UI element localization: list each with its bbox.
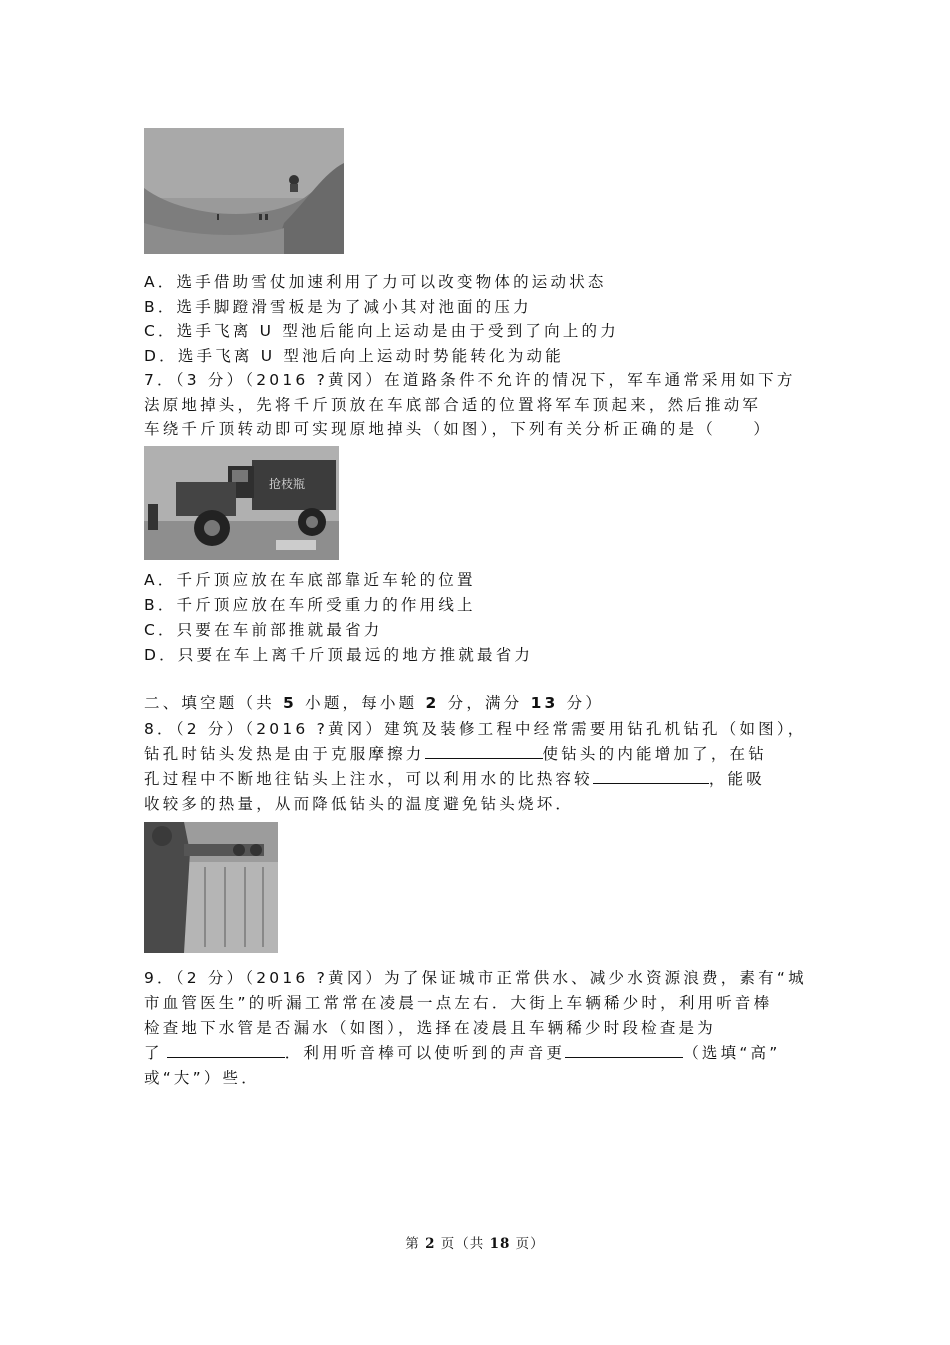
truck-photo [144,446,339,560]
q9-stem-line5: 或“大”）些． [144,1069,260,1087]
q6-option-c: C．选手飞离 U 型池后能向上运动是由于受到了向上的力 [144,322,619,340]
ski-halfpipe-photo [144,128,344,254]
q8-answer-blank-2[interactable] [593,769,709,784]
q9-stem-line3: 检查地下水管是否漏水（如图），选择在凌晨且车辆稀少时段检查是为 [144,1019,716,1037]
q6-option-b: B．选手脚蹬滑雪板是为了减小其对池面的压力 [144,298,532,316]
q7-option-d: D．只要在车上离千斤顶最远的地方推就最省力 [144,646,534,664]
q6-option-a: A．选手借助雪仗加速利用了力可以改变物体的运动状态 [144,273,607,291]
footer-total-pages: 18 [489,1236,511,1252]
q8-line3-text-a: 孔过程中不断地往钻头上注水，可以利用水的比热容较 [144,770,593,788]
q9-line4-text-b: ．利用听音棒可以使听到的声音更 [284,1044,566,1062]
q8-stem-line3 [144,769,765,789]
q9-stem-line1: 9．（2 分）（2016 ?黄冈）为了保证城市正常供水、减少水资源浪费，素有“城 [144,969,807,987]
section-heading-suffix: 分） [558,694,605,712]
section-question-count: 5 [283,694,298,712]
section-heading [144,693,604,713]
section-heading-mid1: 小题，每小题 [297,694,426,712]
q6-option-d: D．选手飞离 U 型池后向上运动时势能转化为动能 [144,347,564,365]
q8-line3-text-b: ，能吸 [708,770,765,788]
q8-stem-line4: 收较多的热量，从而降低钻头的温度避免钻头烧坏． [144,795,575,813]
drilling-photo [144,822,278,953]
truck-sign-text: 抢枝瓶 [269,477,306,491]
q8-line2-text-a: 钻孔时钻头发热是由于克服摩擦力 [144,745,425,763]
q7-option-c: C．只要在车前部推就最省力 [144,621,383,639]
section-points-each: 2 [425,694,440,712]
q7-stem-line1: 7．（3 分）（2016 ?黄冈）在道路条件不允许的情况下，军车通常采用如下方 [144,371,796,389]
q7-stem-line3: 车绕千斤顶转动即可实现原地掉头（如图），下列有关分析正确的是（ ） [144,420,773,438]
q9-line4-text-c: （选填“高” [683,1044,781,1062]
q9-stem-line2: 市血管医生”的听漏工常常在凌晨一点左右．大街上车辆稀少时，利用听音棒 [144,994,773,1012]
section-heading-mid2: 分，满分 [439,694,531,712]
q8-answer-blank-1[interactable] [425,744,543,759]
footer-text-3: 页） [510,1236,545,1252]
drilling-image [144,822,278,953]
q9-answer-blank-1[interactable] [167,1043,285,1058]
q9-answer-blank-2[interactable] [565,1043,683,1058]
ski-halfpipe-image [144,128,344,254]
truck-image [144,446,339,560]
q8-stem-line2 [144,744,767,764]
section-points-total: 13 [530,694,559,712]
footer-page-number: 2 [425,1236,436,1252]
footer-text-2: 页（共 [435,1236,490,1252]
q7-stem-line2: 法原地掉头，先将千斤顶放在车底部合适的位置将军车顶起来，然后推动军 [144,396,762,414]
q7-option-b: B．千斤顶应放在车所受重力的作用线上 [144,596,476,614]
q9-stem-line4 [144,1043,780,1063]
q7-option-a: A．千斤顶应放在车底部靠近车轮的位置 [144,571,476,589]
section-heading-prefix: 二、填空题（共 [144,694,284,712]
footer-text-1: 第 [405,1236,426,1252]
page-footer [0,1232,950,1252]
q8-line2-text-b: 使钻头的内能增加了，在钻 [542,745,767,763]
q9-line4-text-a: 了 [144,1044,163,1062]
q8-stem-line1: 8．（2 分）（2016 ?黄冈）建筑及装修工程中经常需要用钻孔机钻孔（如图）， [144,720,807,738]
